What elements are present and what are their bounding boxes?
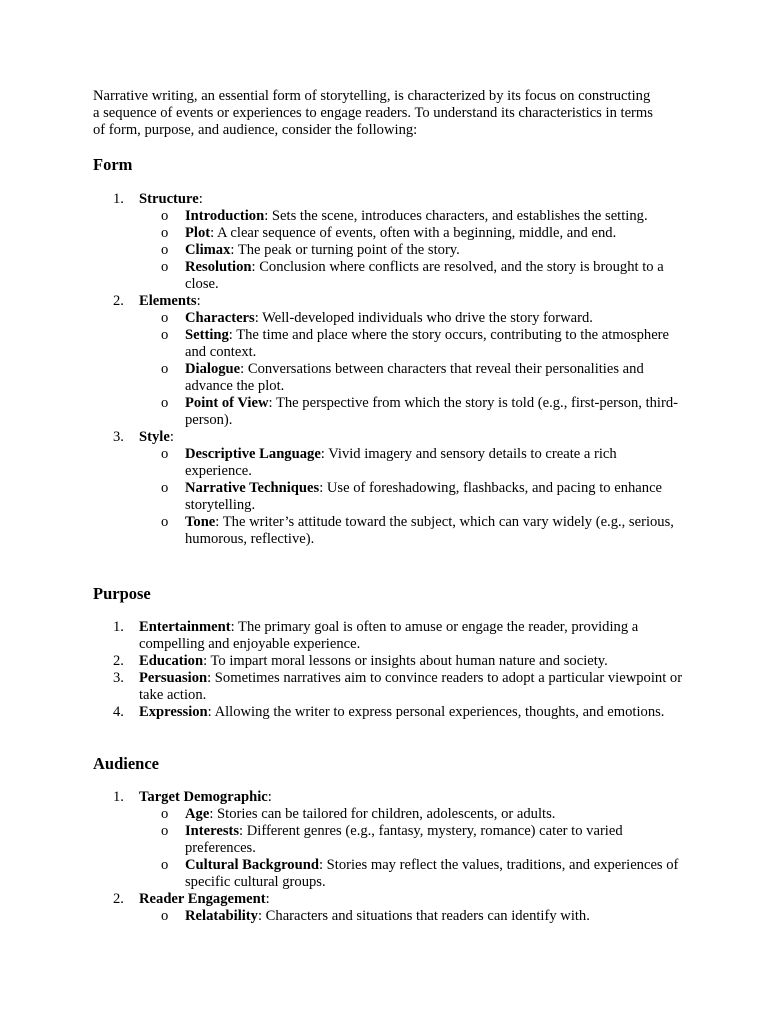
sub-list-item — [139, 823, 683, 857]
sub-item-term: Interests — [185, 823, 240, 839]
item-text: : — [198, 191, 203, 207]
sub-item-text: : Characters and situations that readers can identify with. — [257, 908, 590, 924]
bullet-icon: o — [161, 480, 169, 496]
sub-list-item — [139, 908, 683, 925]
item-term: Style — [139, 429, 170, 445]
item-text: : — [196, 293, 201, 309]
list-item — [93, 619, 683, 653]
sub-list-item — [139, 361, 683, 395]
item-text: : — [267, 789, 272, 805]
sub-list-item — [139, 806, 683, 823]
sub-item-term: Descriptive Language — [185, 446, 321, 462]
sub-item-term: Narrative Techniques — [185, 480, 320, 496]
sub-item-text: : Vivid imagery and sensory details to create a rich experience. — [185, 446, 617, 479]
sub-item-term: Tone — [185, 514, 216, 530]
item-text: : Sometimes narratives aim to convince readers to adopt a particular viewpoint or take action. — [139, 670, 683, 703]
item-number: 2. — [113, 653, 124, 669]
intro-paragraph: Narrative writing, an essential form of storytelling, is characterized by its focus on constructing a sequence of events or experiences to engage readers. To understand its characteristics in terms of form, purpose, and audience, consider the following: — [93, 88, 653, 138]
item-term: Structure — [139, 191, 199, 207]
sub-list — [139, 806, 683, 891]
item-term: Expression — [139, 704, 208, 720]
list-item — [93, 670, 683, 704]
item-term: Elements — [139, 293, 197, 309]
bullet-icon: o — [161, 446, 169, 462]
bullet-icon: o — [161, 242, 169, 258]
sub-item-term: Cultural Background — [185, 857, 319, 873]
sub-list-item — [139, 395, 683, 429]
purpose-list — [93, 619, 683, 721]
sub-item-text: : A clear sequence of events, often with a beginning, middle, and end. — [210, 225, 617, 241]
sub-list — [139, 908, 683, 925]
bullet-icon: o — [161, 908, 169, 924]
item-text: : The primary goal is often to amuse or engage the reader, providing a compelling and enjoyable experience. — [139, 619, 639, 652]
bullet-icon: o — [161, 823, 169, 839]
sub-item-term: Point of View — [185, 395, 269, 411]
sub-list-item — [139, 225, 683, 242]
item-number: 1. — [113, 191, 124, 207]
sub-list — [139, 310, 683, 429]
list-item — [93, 789, 683, 891]
sub-list-item — [139, 514, 683, 548]
sub-item-text: : Well-developed individuals who drive the story forward. — [254, 310, 593, 326]
sub-list-item — [139, 208, 683, 225]
bullet-icon: o — [161, 514, 169, 530]
sub-list — [139, 208, 683, 293]
item-term: Entertainment — [139, 619, 231, 635]
heading-form: Form — [93, 155, 133, 174]
item-text: : — [169, 429, 174, 445]
sub-item-text: : Conversations between characters that reveal their personalities and advance the plot. — [185, 361, 644, 394]
heading-purpose: Purpose — [93, 584, 151, 603]
sub-item-term: Introduction — [185, 208, 265, 224]
sub-item-term: Climax — [185, 242, 231, 258]
item-number: 1. — [113, 789, 124, 805]
sub-item-text: : Stories can be tailored for children, adolescents, or adults. — [209, 806, 556, 822]
bullet-icon: o — [161, 225, 169, 241]
item-term: Persuasion — [139, 670, 208, 686]
bullet-icon: o — [161, 259, 169, 275]
item-term: Target Demographic — [139, 789, 268, 805]
list-item — [93, 704, 683, 721]
item-number: 3. — [113, 429, 124, 445]
bullet-icon: o — [161, 395, 169, 411]
item-number: 3. — [113, 670, 124, 686]
audience-list — [93, 789, 683, 925]
sub-list-item — [139, 857, 683, 891]
sub-item-text: : The time and place where the story occurs, contributing to the atmosphere and context. — [185, 327, 670, 360]
form-list — [93, 191, 683, 548]
bullet-icon: o — [161, 857, 169, 873]
sub-item-text: : Stories may reflect the values, traditions, and experiences of specific cultural groups. — [185, 857, 679, 890]
list-item — [93, 653, 683, 670]
heading-audience: Audience — [93, 754, 159, 773]
item-number: 2. — [113, 293, 124, 309]
item-number: 1. — [113, 619, 124, 635]
sub-list-item — [139, 259, 683, 293]
sub-item-term: Characters — [185, 310, 255, 326]
item-number: 2. — [113, 891, 124, 907]
item-text: : To impart moral lessons or insights about human nature and society. — [203, 653, 608, 669]
sub-item-term: Dialogue — [185, 361, 241, 377]
sub-list-item — [139, 327, 683, 361]
sub-item-text: : The peak or turning point of the story. — [230, 242, 460, 258]
sub-list-item — [139, 446, 683, 480]
sub-item-text: : Use of foreshadowing, flashbacks, and pacing to enhance storytelling. — [185, 480, 663, 513]
sub-item-text: : Sets the scene, introduces characters, and establishes the setting. — [264, 208, 648, 224]
bullet-icon: o — [161, 806, 169, 822]
sub-list-item — [139, 480, 683, 514]
list-item — [93, 891, 683, 925]
bullet-icon: o — [161, 361, 169, 377]
sub-item-text: : Conclusion where conflicts are resolved, and the story is brought to a close. — [185, 259, 664, 292]
sub-list-item — [139, 242, 683, 259]
bullet-icon: o — [161, 310, 169, 326]
bullet-icon: o — [161, 208, 169, 224]
sub-item-text: : The writer’s attitude toward the subject, which can vary widely (e.g., serious, humorous, reflective). — [185, 514, 674, 547]
item-term: Education — [139, 653, 204, 669]
sub-item-text: : Different genres (e.g., fantasy, mystery, romance) cater to varied preferences. — [185, 823, 623, 856]
list-item — [93, 191, 683, 293]
item-term: Reader Engagement — [139, 891, 266, 907]
sub-item-term: Age — [185, 806, 210, 822]
sub-item-term: Setting — [185, 327, 229, 343]
item-number: 4. — [113, 704, 124, 720]
item-text: : — [265, 891, 270, 907]
list-item — [93, 293, 683, 429]
sub-item-term: Plot — [185, 225, 211, 241]
sub-list-item — [139, 310, 683, 327]
item-text: : Allowing the writer to express personal experiences, thoughts, and emotions. — [207, 704, 665, 720]
sub-list — [139, 446, 683, 548]
list-item — [93, 429, 683, 548]
bullet-icon: o — [161, 327, 169, 343]
sub-item-term: Resolution — [185, 259, 252, 275]
sub-item-text: : The perspective from which the story is told (e.g., first-person, third-person). — [185, 395, 678, 428]
sub-item-term: Relatability — [185, 908, 258, 924]
